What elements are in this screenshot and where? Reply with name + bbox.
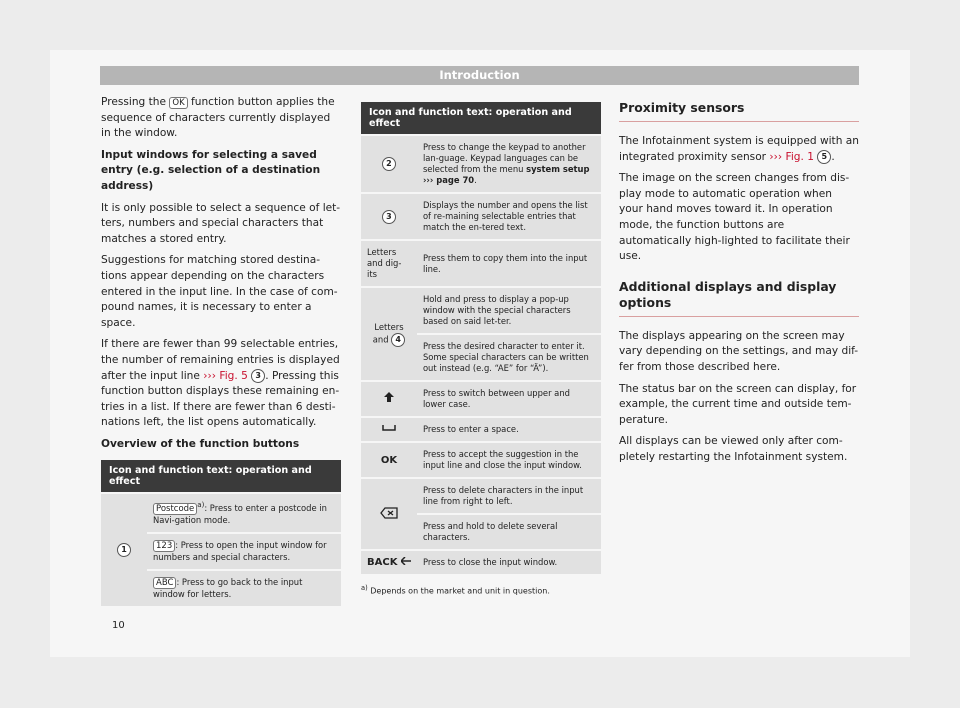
postcode-key: Postcode <box>153 503 197 515</box>
callout-number: 1 <box>117 543 131 557</box>
row-label <box>361 418 417 441</box>
text: The Infotainment system is equipped with an integrated proximity sensor <box>619 135 859 163</box>
text: If there are fewer than 99 selectable entries, the number of remaining entries is displayed after the input line <box>101 338 340 382</box>
row-label: OK <box>361 443 417 477</box>
figure-link[interactable]: ››› Fig. 5 <box>203 369 248 382</box>
text: Letters and <box>372 321 404 344</box>
table-cell: Displays the number and opens the list of re-maining selectable entries that match the en-tered text. <box>417 194 601 239</box>
shift-icon <box>384 392 394 403</box>
table-header: Icon and function text: operation and effect <box>361 102 601 134</box>
table-cell: Press to switch between upper and lower case. <box>417 382 601 416</box>
row-label <box>361 194 417 239</box>
footnote-text: Depends on the market and unit in question. <box>370 586 550 596</box>
numbers-key: 123 <box>153 540 175 552</box>
row-label <box>361 479 417 549</box>
table-row <box>361 479 601 513</box>
paragraph <box>101 337 341 431</box>
text: . <box>474 175 477 185</box>
back-label: BACK <box>367 557 398 568</box>
table-row <box>101 494 341 532</box>
row-label: Letters and dig-its <box>361 241 417 286</box>
paragraph-ok <box>101 95 341 142</box>
text: Press to change the keypad to another lan-guage. Keypad languages can be selected from the menu <box>422 142 586 174</box>
section-title-proximity: Proximity sensors <box>619 100 859 122</box>
text: : Press to open the input window for numbers and special characters. <box>153 540 327 563</box>
ok-key: OK <box>169 97 187 109</box>
callout-number: 2 <box>382 157 396 171</box>
column-right <box>619 100 859 472</box>
table-header: Icon and function text: operation and effect <box>101 460 341 492</box>
callout-number: 5 <box>817 150 831 164</box>
footnote-mark: a) <box>197 501 205 510</box>
page-number: 10 <box>112 620 125 631</box>
letters-key: ABC <box>153 577 176 589</box>
function-table-1 <box>101 458 341 608</box>
table-cell: Press the desired character to enter it. Some special characters can be written out instead (e.g. “AE” for “Ä”). <box>417 335 601 380</box>
table-cell: Press to accept the suggestion in the input line and close the input window. <box>417 443 601 477</box>
table-row <box>361 418 601 441</box>
row-label <box>361 551 417 574</box>
text: . <box>831 150 835 163</box>
function-table-2 <box>361 100 601 576</box>
row-label <box>361 288 417 380</box>
column-left <box>101 95 341 608</box>
text: . Pressing this function button displays these remaining en-tries in a list. If there are fewer than 6 desti-nations left, the list opens automatically. <box>101 369 340 429</box>
table-row <box>361 443 601 477</box>
table-cell: Press to delete characters in the input line from right to left. <box>417 479 601 513</box>
paragraph: All displays can be viewed only after com-pletely restarting the Infotainment system. <box>619 435 848 463</box>
table-row <box>361 551 601 574</box>
paragraph: It is only possible to select a sequence of let-ters, numbers and special characters that matches a stored entry. <box>101 201 341 245</box>
table-cell <box>147 571 341 606</box>
text: : Press to go back to the input window for letters. <box>153 577 303 600</box>
page <box>50 50 910 657</box>
figure-link[interactable]: ››› Fig. 1 <box>769 150 814 163</box>
table-cell <box>417 136 601 192</box>
paragraph: The displays appearing on the screen may vary depending on the settings, and may dif-fer from those described here. <box>619 329 859 373</box>
paragraph: Suggestions for matching stored destina-tions appear depending on the characters entered in the input line. In the case of com-pound names, it is necessary to enter a space. <box>101 254 338 329</box>
table-row <box>361 288 601 333</box>
callout-number: 4 <box>391 333 405 347</box>
paragraph: The image on the screen changes from dis-play mode to automatic operation when your hand moves toward it. In operation mode, the function buttons are automatically high-lighted to facilitate their use. <box>619 172 850 263</box>
callout-number: 3 <box>251 369 265 383</box>
table-cell: Hold and press to display a pop-up window with the special characters based on said let-ter. <box>417 288 601 333</box>
text: Pressing the <box>101 96 170 108</box>
paragraph <box>619 134 859 165</box>
page-header: Introduction <box>100 66 859 85</box>
footnote <box>361 584 601 596</box>
callout-number: 3 <box>382 210 396 224</box>
table-cell: Press to close the input window. <box>417 551 601 574</box>
row-label <box>361 136 417 192</box>
overview-heading: Overview of the function buttons <box>101 437 300 450</box>
table-row <box>361 136 601 192</box>
table-row <box>361 194 601 239</box>
table-cell: Press them to copy them into the input line. <box>417 241 601 286</box>
row-label <box>101 494 147 606</box>
table-row <box>361 241 601 286</box>
column-middle <box>361 100 601 596</box>
text: : Press to enter a postcode in Navi-gation mode. <box>153 503 327 526</box>
paragraph: The status bar on the screen can display, for example, the current time and outside tem-perature. <box>619 382 857 426</box>
menu-reference: system setup ››› page 70 <box>422 164 590 185</box>
footnote-mark: a) <box>361 584 368 592</box>
row-label <box>361 382 417 416</box>
backspace-icon <box>380 507 398 519</box>
subheading-input-windows: Input windows for selecting a saved entry (e.g. selection of a destination address) <box>101 148 321 192</box>
table-cell: Press to enter a space. <box>417 418 601 441</box>
section-title-displays: Additional displays and display options <box>619 279 859 317</box>
table-cell <box>147 534 341 569</box>
table-cell: Press and hold to delete several characters. <box>417 515 601 549</box>
space-icon <box>382 425 396 432</box>
text: function button applies the sequence of characters currently displayed in the window. <box>101 96 335 140</box>
table-cell <box>147 494 341 532</box>
table-row <box>361 382 601 416</box>
back-arrow-icon <box>401 557 411 565</box>
